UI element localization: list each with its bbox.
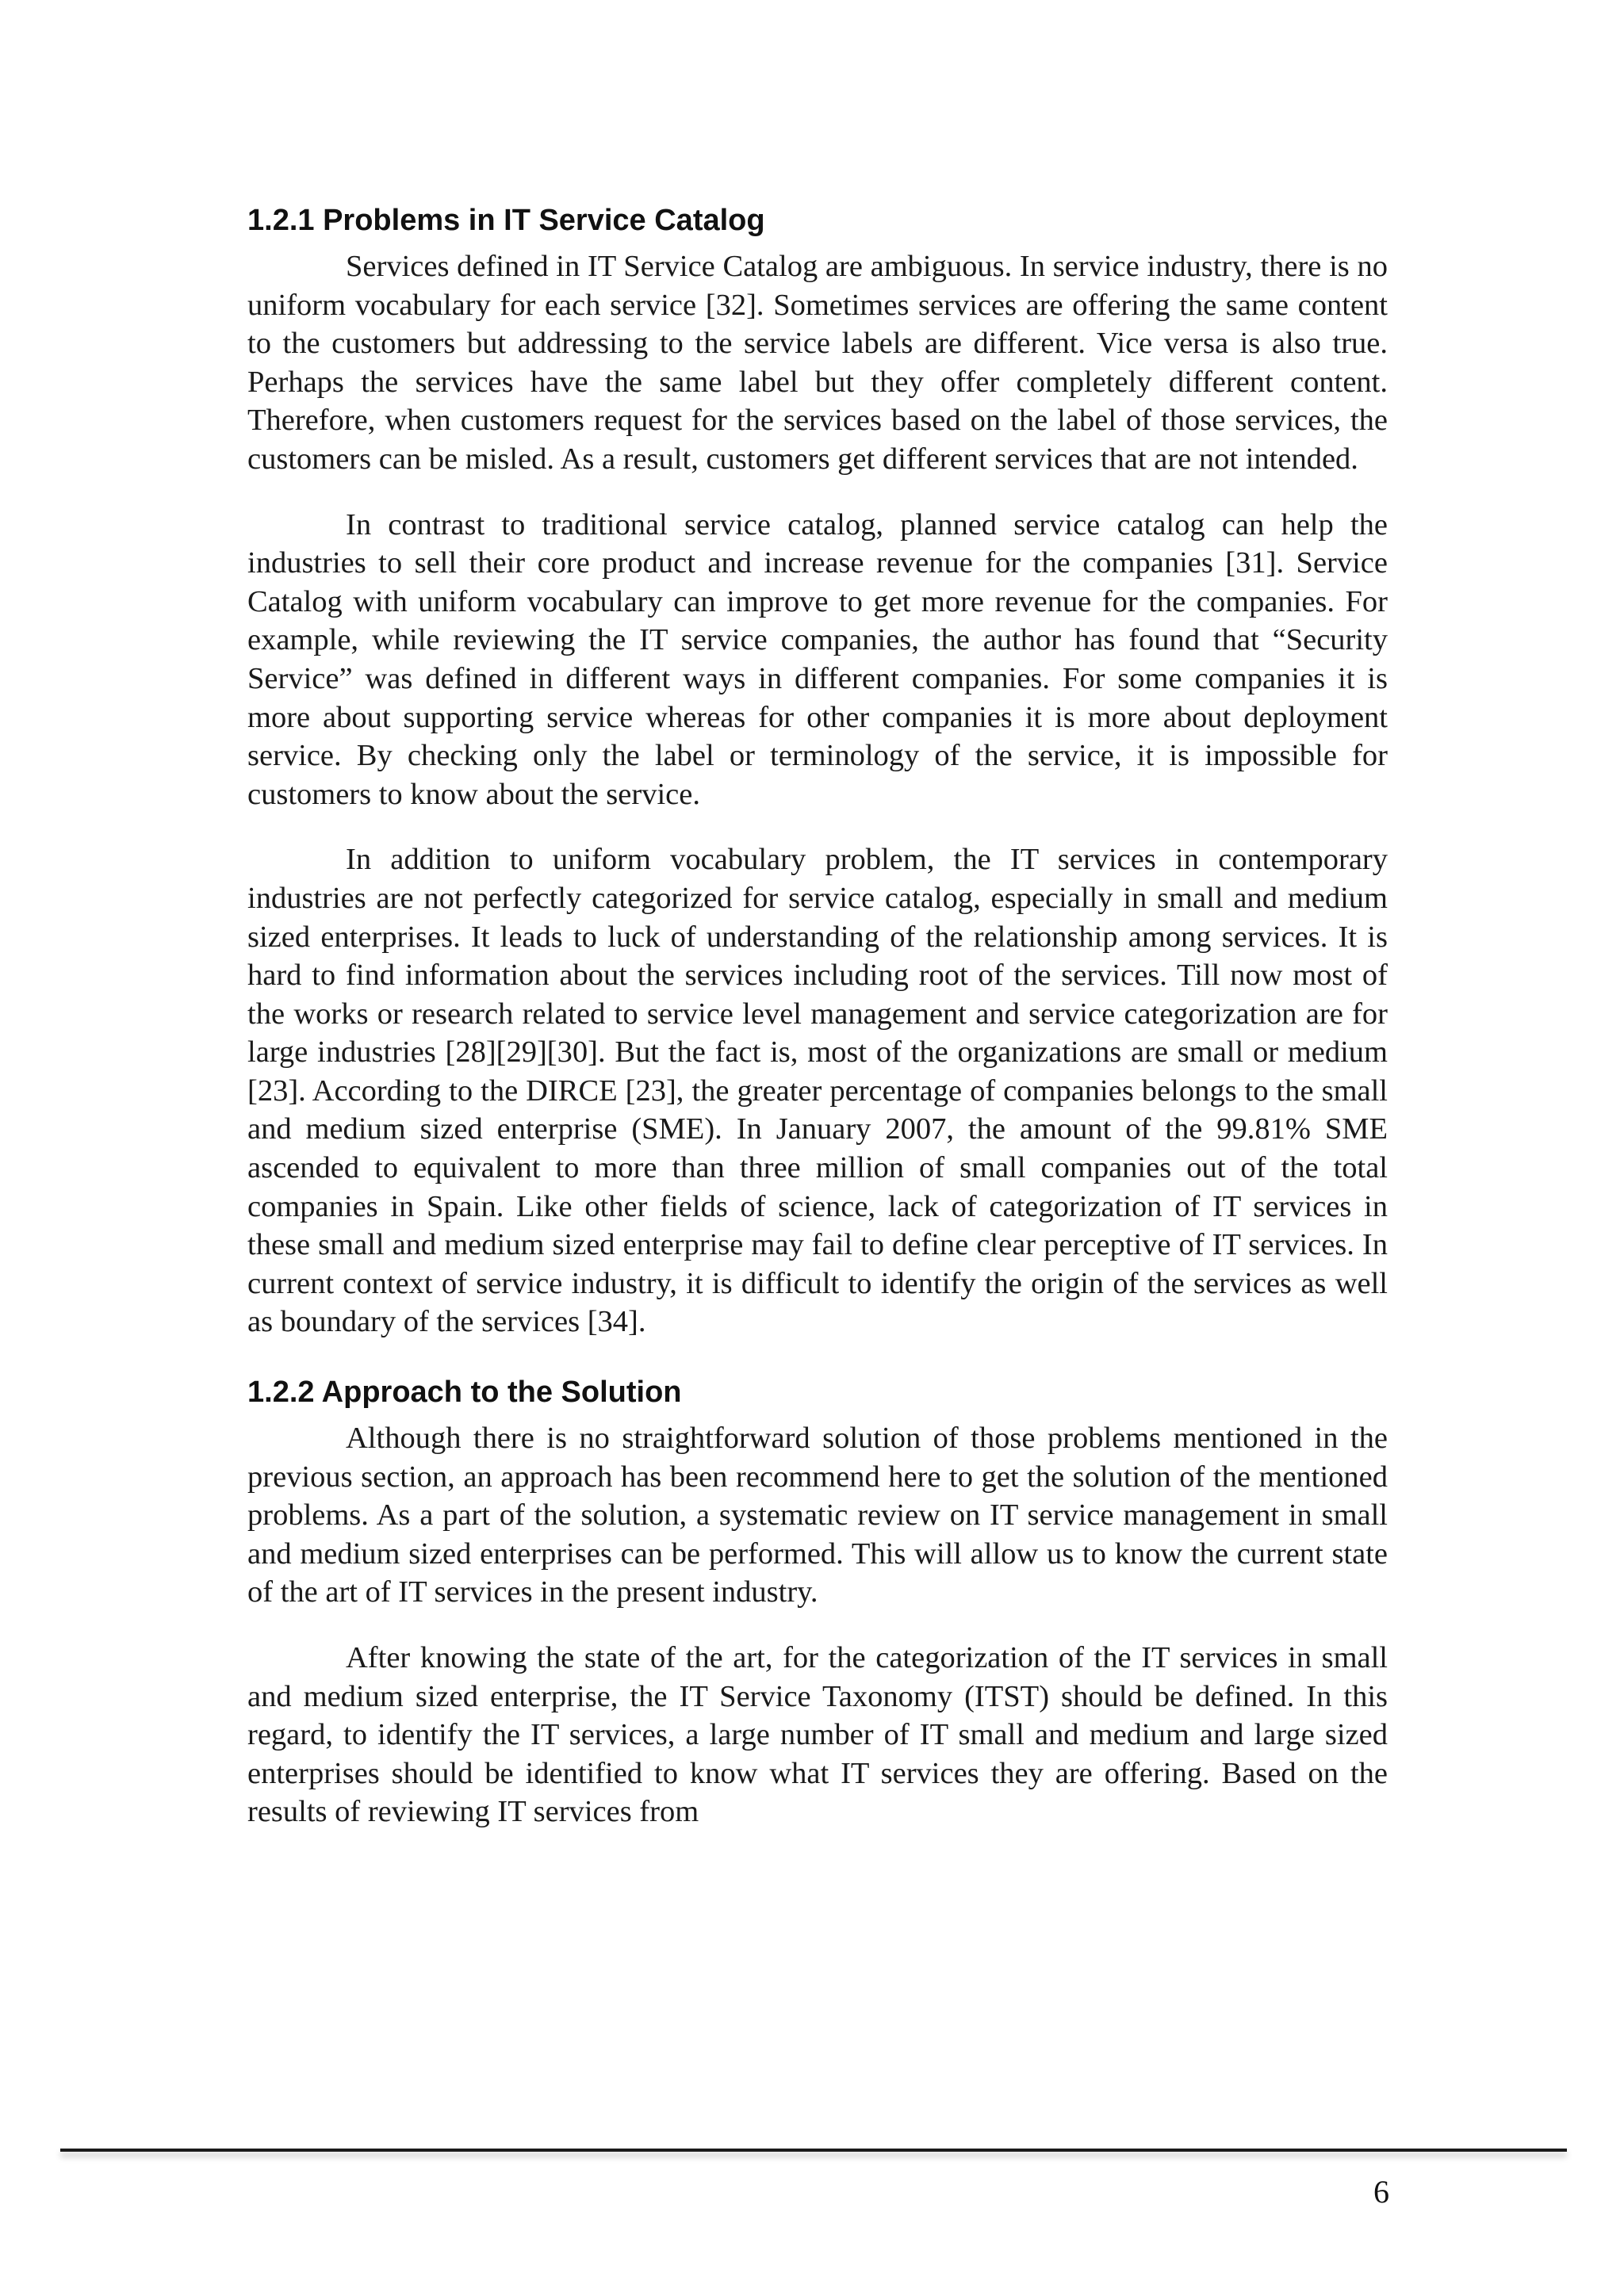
- paragraph-planned-catalog: In contrast to traditional service catalog, planned service catalog can help the industries to sell their core product and increase revenue for the companies [31]. Service Catalog with uniform vocabulary can improve to get more revenue for the companies. For example, while reviewing the IT service companies, the author has found that “Security Service” was defined in different ways in different companies. For some companies it is more about supporting service whereas for other companies it is more about deployment service. By checking only the label or terminology of the service, it is impossible for customers to know about the service.: [247, 507, 1388, 811]
- section-heading-problems: 1.2.1 Problems in IT Service Catalog: [247, 204, 765, 237]
- paragraph-ambiguous-services: Services defined in IT Service Catalog are ambiguous. In service industry, there is no uniform vocabulary for each service [32]. Sometimes services are offering the same content to the customers but addressing to the service labels are different. Vice versa is also true. Perhaps the services have the same label but they offer completely different content. Therefore, when customers request for the services based on the label of those services, the customers can be misled. As a result, customers get different services that are not intended.: [247, 250, 1388, 476]
- paragraph-state-of-art: After knowing the state of the art, for the categorization of the IT services in small and medium sized enterprise, the IT Service Taxonomy (ITST) should be defined. In this regard, to identify the IT services, a large number of IT small and medium and large sized enterprises should be identified to know what IT services they are offering. Based on the results of reviewing IT services from: [247, 1641, 1388, 1829]
- paragraph-uniform-vocabulary: In addition to uniform vocabulary problem, the IT services in contemporary industries are not perfectly categorized for service catalog, especially in small and medium sized enterprises. It leads to luck of understanding of the relationship among services. It is hard to find information about the services including root of the services. Till now most of the works or research related to service level management and service categorization are for large industries [28][29][30]. But the fact is, most of the organizations are small or medium [23]. According to the DIRCE [23], the greater percentage of companies belongs to the small and medium sized enterprise (SME). In January 2007, the amount of the 99.81% SME ascended to equivalent to more than three million of small companies out of the total companies in Spain. Like other fields of science, lack of categorization of IT services in these small and medium sized enterprise may fail to define clear perceptive of IT services. In current context of service industry, it is difficult to identify the origin of the services as well as boundary of the services [34].: [247, 843, 1388, 1339]
- footer-divider: [60, 2149, 1567, 2152]
- section-heading-approach: 1.2.2 Approach to the Solution: [247, 1376, 682, 1410]
- page-number: 6: [1373, 2174, 1389, 2210]
- paragraph-systematic-review: Although there is no straightforward solution of those problems mentioned in the previous section, an approach has been recommend here to get the solution of the mentioned problems. As a part of the solution, a systematic review on IT service management in small and medium sized enterprises can be performed. This will allow us to know the current state of the art of IT services in the present industry.: [247, 1422, 1388, 1609]
- page-content: [247, 197, 1388, 1858]
